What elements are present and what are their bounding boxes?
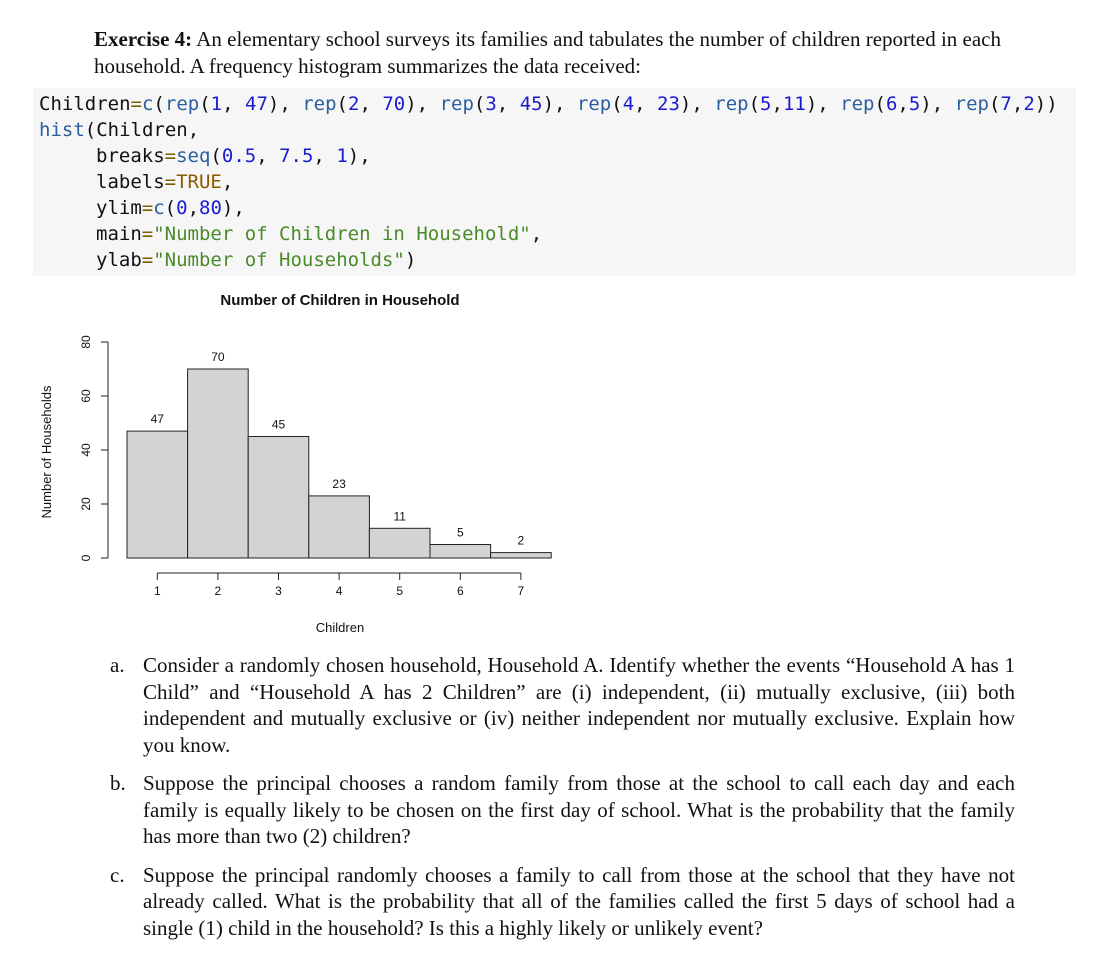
code-token: ),: [221, 197, 245, 219]
x-axis: [154, 573, 525, 598]
histogram-bar: [127, 431, 188, 558]
code-token: ,: [1011, 93, 1024, 115]
code-token: ylab: [96, 249, 142, 271]
code-token: =: [141, 197, 154, 219]
code-token: (: [748, 93, 761, 115]
y-tick-label: 60: [79, 389, 93, 403]
y-tick-label: 20: [79, 497, 93, 511]
x-tick-label: 7: [517, 584, 525, 598]
bar-data-label: 5: [456, 525, 464, 540]
code-token: 4: [622, 93, 635, 115]
histogram-bar: [309, 496, 370, 558]
code-token: ,: [221, 171, 234, 193]
code-token: breaks: [96, 145, 165, 167]
code-token: ,: [771, 93, 783, 115]
code-line-2: [39, 117, 199, 143]
code-token: 2: [348, 93, 360, 115]
x-tick-label: 1: [153, 584, 161, 598]
y-tick-label: 0: [79, 554, 93, 562]
code-token: c: [141, 93, 154, 115]
code-token: (: [336, 93, 348, 115]
code-token: ),: [920, 93, 955, 115]
question-text: Suppose the principal chooses a random family from those at the school to call each day and each family is equally likely to be chosen on the first day of school. What is the probability that the family has more than two (2) children?: [143, 771, 1015, 848]
code-token: rep: [302, 93, 337, 115]
code-token: ylim: [96, 197, 142, 219]
code-token: =: [130, 93, 142, 115]
histogram-chart: [0, 280, 620, 650]
code-token: ,: [256, 145, 280, 167]
bar-data-label: 11: [393, 509, 406, 524]
question-label: b.: [110, 771, 126, 795]
code-token: rep: [714, 93, 749, 115]
y-axis: [79, 335, 108, 561]
code-token: TRUE: [176, 171, 222, 193]
exercise-intro: [94, 26, 1024, 80]
x-tick-label: 2: [214, 584, 222, 598]
histogram-bar: [248, 437, 309, 559]
code-token: 0.5: [221, 145, 257, 167]
code-token: rep: [164, 93, 200, 115]
code-token: 2: [1023, 93, 1035, 115]
code-token: ): [404, 249, 417, 271]
code-line-1: [39, 91, 1058, 117]
code-token: Children: [39, 93, 131, 115]
x-tick-label: 6: [456, 584, 464, 598]
x-axis-label: Children: [315, 620, 365, 635]
code-token: 80: [199, 197, 222, 219]
code-token: ,: [359, 93, 383, 115]
code-token: rep: [439, 93, 474, 115]
bar-data-label: 70: [211, 350, 225, 364]
code-token: (: [988, 93, 1001, 115]
code-line-3: [96, 143, 371, 169]
code-token: 45: [519, 93, 543, 115]
code-token: (: [210, 145, 222, 167]
code-token: 3: [485, 93, 497, 115]
code-token: seq: [176, 145, 211, 167]
code-token: (: [199, 93, 211, 115]
code-token: =: [164, 171, 177, 193]
question-text: Consider a randomly chosen household, Household A. Identify whether the events “Household A has 1 Child” and “Household A has 2 Children” are (i) independent, (ii) mutually exclusive, (iii) both independent and mutually exclusive or (iv) neither independent nor mutually exclusive. Explain how you know.: [143, 653, 1015, 757]
code-token: labels: [96, 171, 165, 193]
code-token: =: [141, 249, 154, 271]
question-list: [110, 652, 1015, 953]
code-token: (: [164, 197, 177, 219]
code-token: ,: [530, 223, 543, 245]
code-token: ),: [805, 93, 841, 115]
code-token: )): [1034, 93, 1058, 115]
histogram-bar: [430, 545, 491, 559]
code-token: ,: [496, 93, 520, 115]
code-token: ,: [634, 93, 658, 115]
code-token: (: [153, 93, 165, 115]
histogram-bar: [491, 553, 552, 558]
bar-data-label: 2: [517, 533, 525, 548]
code-token: ,: [897, 93, 909, 115]
y-tick-label: 80: [79, 335, 93, 349]
y-axis-label: Number of Households: [39, 385, 54, 519]
x-tick-label: 4: [335, 584, 343, 598]
code-token: ),: [347, 145, 371, 167]
code-token: "Number of Children in Household": [153, 223, 531, 245]
code-token: 23: [657, 93, 680, 115]
code-token: ,: [187, 197, 200, 219]
question-label: a.: [110, 653, 125, 677]
x-tick-label: 3: [275, 584, 282, 598]
exercise-label: Exercise 4:: [94, 27, 193, 51]
code-token: 11: [782, 93, 806, 115]
code-line-7: [96, 247, 416, 273]
code-token: rep: [840, 93, 875, 115]
y-tick-label: 40: [79, 443, 93, 457]
code-token: "Number of Households": [153, 249, 405, 271]
code-token: 1: [336, 145, 348, 167]
code-token: main: [96, 223, 142, 245]
code-token: 5: [760, 93, 772, 115]
code-token: rep: [576, 93, 612, 115]
code-token: 7.5: [279, 145, 314, 167]
code-token: (: [473, 93, 486, 115]
question-c: [110, 862, 1015, 942]
code-token: ),: [679, 93, 715, 115]
code-token: 6: [885, 93, 898, 115]
code-token: ),: [542, 93, 577, 115]
histogram-bar: [369, 528, 430, 558]
code-token: =: [164, 145, 177, 167]
bars: [127, 350, 551, 558]
code-token: 0: [176, 197, 188, 219]
question-text: Suppose the principal randomly chooses a family to call from those at the school that they have not already called. What is the probability that all of the families called the first 5 days of school had a single (1) child in the household? Is this a highly likely or unlikely event?: [143, 862, 1015, 940]
bar-data-label: 47: [150, 412, 164, 427]
code-token: =: [141, 223, 154, 245]
code-token: c: [153, 197, 165, 219]
code-token: ),: [405, 93, 440, 115]
question-a: [110, 652, 1015, 758]
code-token: (: [874, 93, 886, 115]
histogram-bar: [188, 369, 249, 558]
code-token: rep: [954, 93, 989, 115]
code-token: 7: [1000, 93, 1012, 115]
code-token: ,: [313, 145, 337, 167]
chart-title: Number of Children in Household: [220, 292, 460, 309]
code-line-4: [96, 169, 233, 195]
code-token: 1: [210, 93, 223, 115]
x-tick-label: 5: [396, 584, 404, 598]
question-label: c.: [110, 862, 125, 887]
code-line-5: [96, 195, 245, 221]
code-token: hist: [39, 119, 85, 141]
code-token: (: [611, 93, 623, 115]
bar-data-label: 45: [271, 417, 286, 432]
exercise-text: An elementary school surveys its families and tabulates the number of children reported in each household. A frequency histogram summarizes the data received:: [94, 27, 1002, 78]
code-line-6: [96, 221, 542, 247]
code-token: 70: [382, 93, 406, 115]
bar-data-label: 23: [332, 476, 346, 491]
code-token: (Children,: [84, 119, 200, 141]
code-token: 5: [908, 93, 921, 115]
question-b: [110, 770, 1015, 850]
code-token: ),: [267, 93, 303, 115]
code-token: ,: [222, 93, 245, 115]
code-token: 47: [245, 93, 268, 115]
code-block: [33, 88, 1076, 276]
